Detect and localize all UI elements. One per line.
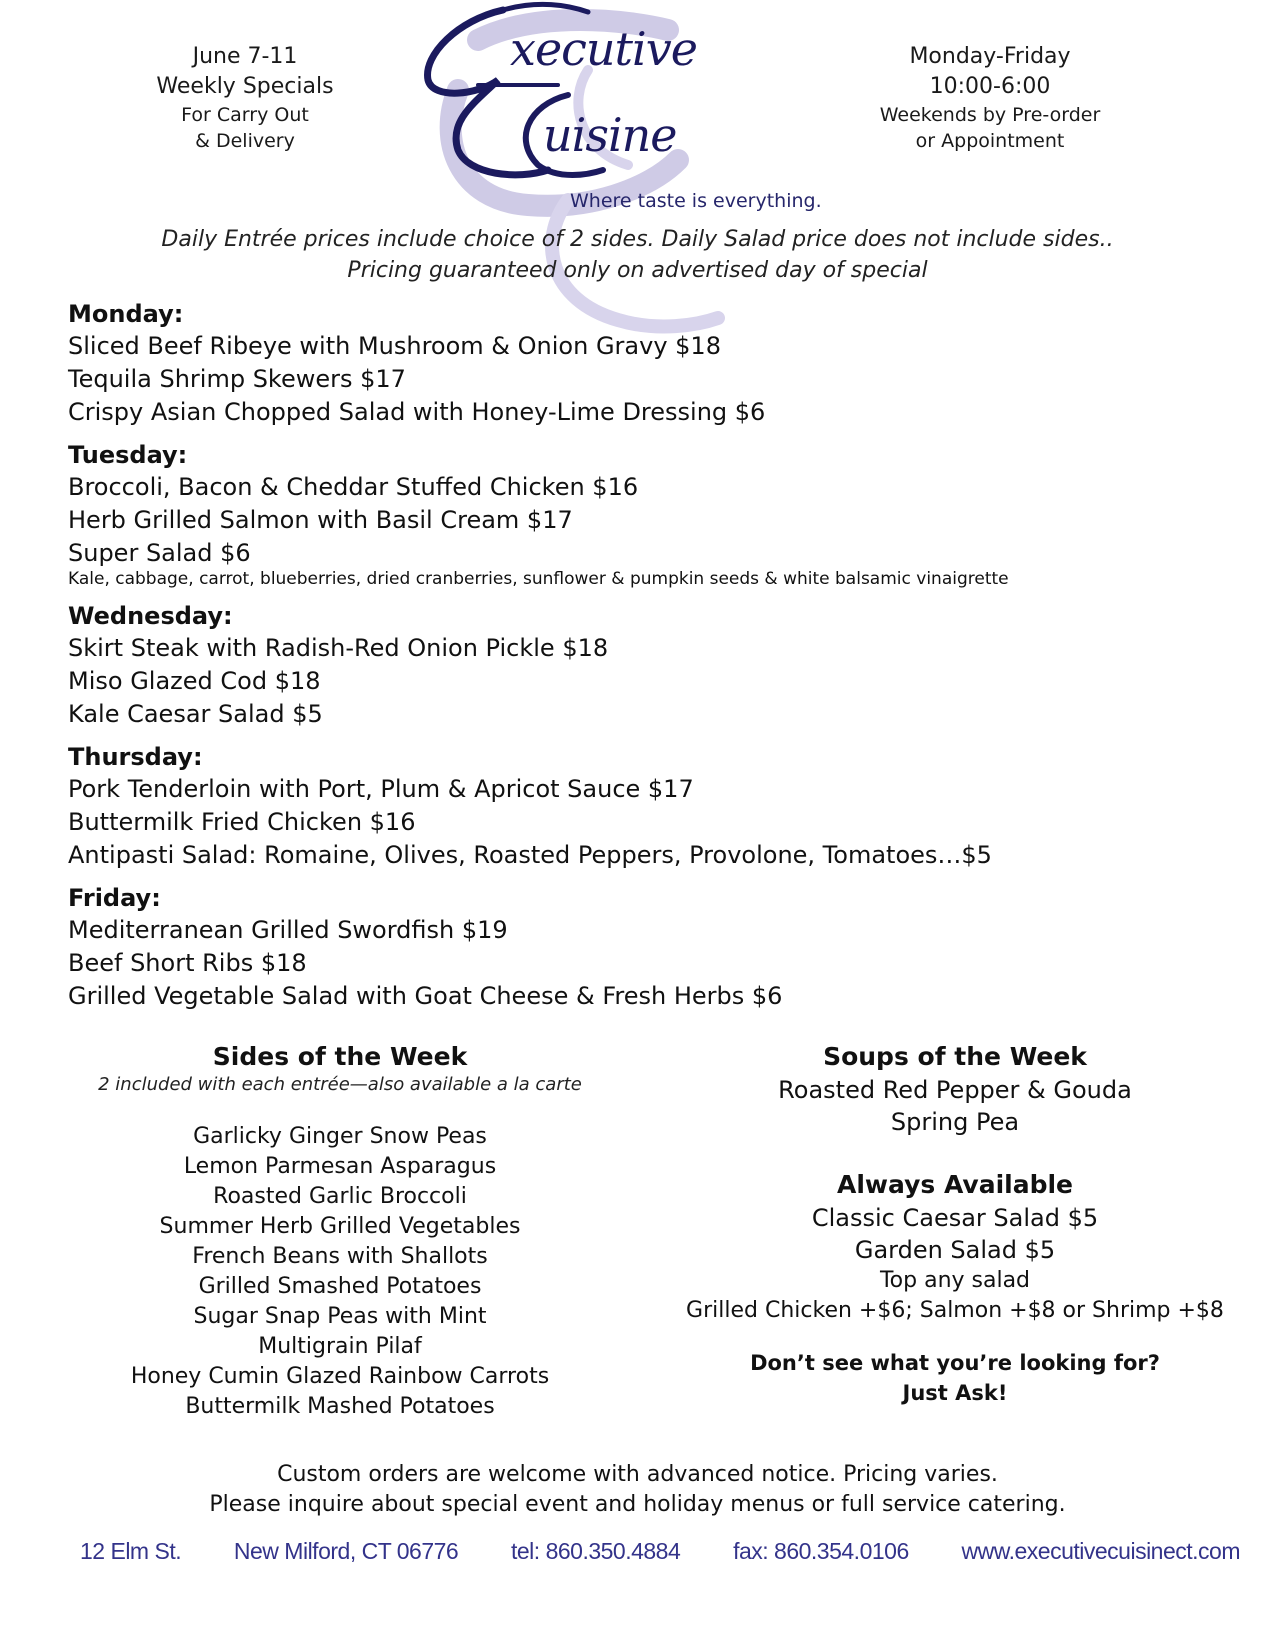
side-item: Lemon Parmesan Asparagus: [183, 1154, 497, 1179]
day-section-monday: [68, 298, 1258, 429]
tagline: Where taste is everything.: [570, 190, 822, 212]
menu-item: Skirt Steak with Radish-Red Onion Pickle $18: [68, 634, 609, 662]
menu-item: Mediterranean Grilled Swordfish $19: [68, 916, 508, 944]
day-heading: Friday:: [68, 884, 161, 912]
menu-item: Broccoli, Bacon & Cheddar Stuffed Chicken $16: [68, 473, 639, 501]
side-item: Summer Herb Grilled Vegetables: [159, 1214, 521, 1239]
side-item: Sugar Snap Peas with Mint: [193, 1304, 487, 1329]
executive-cuisine-logo: [418, 0, 828, 215]
top-any-salad-label: Top any salad: [879, 1268, 1031, 1293]
menu-item: Sliced Beef Ribeye with Mushroom & Onion Gravy $18: [68, 332, 721, 360]
side-item: Buttermilk Mashed Potatoes: [185, 1394, 495, 1419]
day-section-thursday: [68, 741, 1258, 872]
weekends-label: Weekends by Pre-order: [879, 104, 1101, 126]
menu-item: Kale Caesar Salad $5: [68, 700, 323, 728]
delivery-label: & Delivery: [195, 130, 295, 152]
side-item: Roasted Garlic Broccoli: [213, 1184, 467, 1209]
pricing-note: Daily Entrée prices include choice of 2 sides. Daily Salad price does not include sides..: [161, 227, 1114, 252]
header-left: [100, 42, 390, 154]
city-address: New Milford, CT 06776: [233, 1537, 459, 1564]
fax-number: fax: 860.354.0106: [733, 1537, 909, 1564]
day-heading: Thursday:: [68, 743, 203, 771]
sides-title: Sides of the Week: [212, 1042, 468, 1071]
soups-and-always-section: [660, 1040, 1250, 1408]
salad-description: Kale, cabbage, carrot, blueberries, dried cranberries, sunflower & pumpkin seeds & white balsamic vinaigrette: [68, 569, 1009, 589]
side-item: French Beans with Shallots: [192, 1244, 488, 1269]
website-link[interactable]: www.executivecuisinect.com: [961, 1537, 1240, 1564]
catering-note: Please inquire about special event and holiday menus or full service catering.: [209, 1492, 1066, 1517]
just-ask: Just Ask!: [902, 1381, 1008, 1405]
logo-word-executive: xecutive: [510, 22, 697, 76]
ask-line: Don’t see what you’re looking for?: [750, 1351, 1160, 1375]
weekly-specials-title: Weekly Specials: [156, 74, 334, 99]
day-heading: Tuesday:: [68, 441, 188, 469]
sides-section: [60, 1040, 620, 1422]
day-heading: Monday:: [68, 300, 184, 328]
daily-specials: [68, 298, 1258, 1023]
menu-item: Tequila Shrimp Skewers $17: [68, 365, 406, 393]
day-section-wednesday: [68, 600, 1258, 731]
menu-item: Super Salad $6: [68, 539, 251, 567]
soup-item: Spring Pea: [890, 1108, 1020, 1136]
side-item: Garlicky Ginger Snow Peas: [193, 1124, 487, 1149]
menu-item: Crispy Asian Chopped Salad with Honey-Lime Dressing $6: [68, 398, 766, 426]
open-hours: 10:00-6:00: [929, 74, 1051, 99]
side-item: Honey Cumin Glazed Rainbow Carrots: [130, 1364, 550, 1389]
ask-prompt: [660, 1348, 1250, 1408]
logo-word-cuisine: uisine: [543, 108, 677, 162]
open-days: Monday-Friday: [909, 44, 1071, 69]
custom-orders-note: Custom orders are welcome with advanced notice. Pricing varies.: [277, 1462, 998, 1487]
pricing-guarantee-note: Pricing guaranteed only on advertised day of special: [347, 258, 928, 283]
always-item: Garden Salad $5: [854, 1236, 1056, 1264]
always-available-title: Always Available: [836, 1170, 1074, 1199]
side-item: Grilled Smashed Potatoes: [198, 1274, 482, 1299]
menu-item: Herb Grilled Salmon with Basil Cream $17: [68, 506, 573, 534]
contact-bar: [80, 1534, 1240, 1568]
appointment-label: or Appointment: [915, 130, 1065, 152]
menu-item: Antipasti Salad: Romaine, Olives, Roasted Peppers, Provolone, Tomatoes…$5: [68, 841, 992, 869]
header-right: [840, 42, 1140, 154]
day-section-tuesday: [68, 439, 1258, 590]
sides-subtitle: 2 included with each entrée—also available a la carte: [98, 1074, 582, 1095]
street-address: 12 Elm St.: [80, 1537, 182, 1564]
menu-item: Beef Short Ribs $18: [68, 949, 307, 977]
menu-item: Grilled Vegetable Salad with Goat Cheese & Fresh Herbs $6: [68, 982, 783, 1010]
soups-title: Soups of the Week: [823, 1042, 1087, 1071]
carry-out-label: For Carry Out: [181, 104, 309, 126]
day-heading: Wednesday:: [68, 602, 233, 630]
menu-item: Buttermilk Fried Chicken $16: [68, 808, 416, 836]
menu-item: Pork Tenderloin with Port, Plum & Apricot Sauce $17: [68, 775, 694, 803]
menu-item: Miso Glazed Cod $18: [68, 667, 321, 695]
side-item: Multigrain Pilaf: [258, 1334, 422, 1359]
day-section-friday: [68, 882, 1258, 1013]
phone-number[interactable]: tel: 860.350.4884: [511, 1537, 681, 1564]
soup-item: Roasted Red Pepper & Gouda: [778, 1076, 1132, 1104]
week-dates: June 7-11: [192, 44, 298, 69]
salad-toppings: Grilled Chicken +$6; Salmon +$8 or Shrimp +$8: [686, 1298, 1224, 1323]
always-item: Classic Caesar Salad $5: [811, 1204, 1099, 1232]
